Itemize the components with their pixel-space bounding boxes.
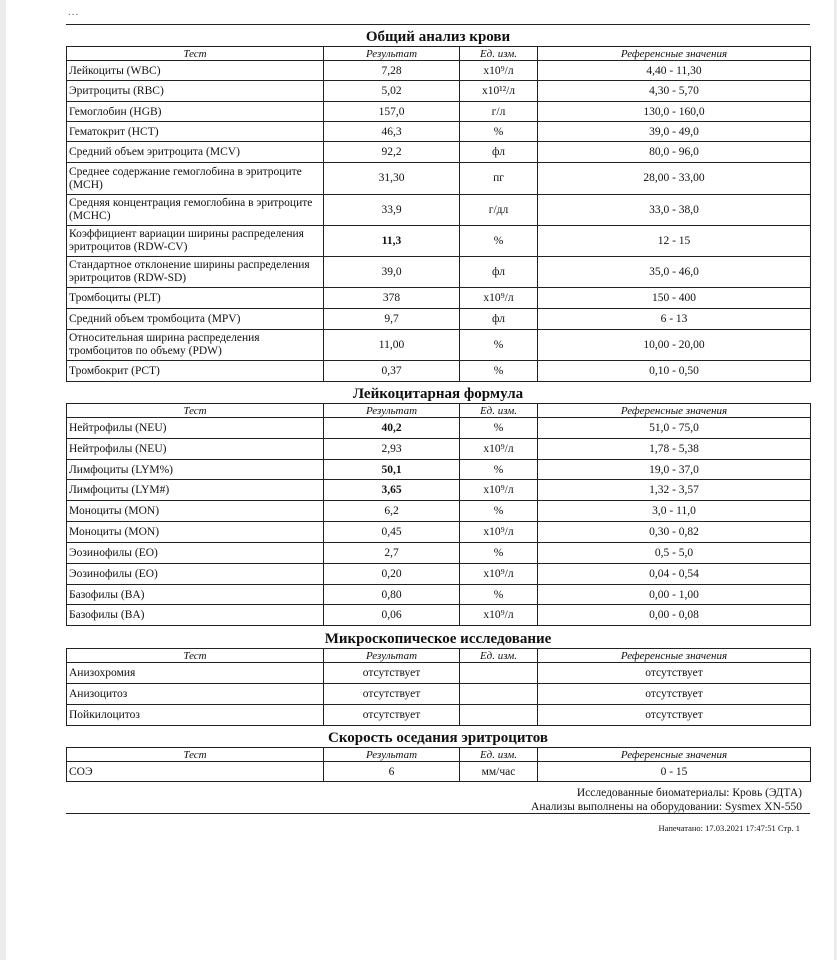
section-microscopy bbox=[66, 631, 810, 726]
cell-test: Лейкоциты (WBC) bbox=[67, 61, 324, 81]
column-header: Ед. изм. bbox=[460, 649, 538, 663]
cell-unit: x10⁹/л bbox=[460, 439, 538, 460]
cell-result: 31,30 bbox=[324, 163, 460, 195]
section-title: Скорость оседания эритроцитов bbox=[328, 730, 548, 746]
column-header: Результат bbox=[324, 649, 460, 663]
table-row bbox=[67, 163, 811, 195]
cell-unit bbox=[460, 684, 538, 705]
cell-unit: фл bbox=[460, 309, 538, 330]
results-table bbox=[66, 747, 811, 782]
cell-ref: 0,00 - 0,08 bbox=[538, 605, 811, 626]
section-title: Общий анализ крови bbox=[365, 29, 511, 45]
cell-result: 33,9 bbox=[324, 195, 460, 226]
column-header: Результат bbox=[324, 748, 460, 762]
table-row bbox=[67, 330, 811, 361]
cell-unit: % bbox=[460, 122, 538, 142]
cell-result: 0,20 bbox=[324, 564, 460, 585]
cell-result: 6,2 bbox=[324, 501, 460, 522]
cell-result: 0,06 bbox=[324, 605, 460, 626]
cell-test: Лимфоциты (LYM#) bbox=[67, 480, 324, 501]
table-row bbox=[67, 564, 811, 585]
cell-ref: отсутствует bbox=[538, 663, 811, 684]
cell-result: 157,0 bbox=[324, 102, 460, 122]
section-leukocyte-formula bbox=[66, 386, 810, 626]
cell-test: Базофилы (BA) bbox=[67, 585, 324, 605]
table-header-row bbox=[67, 748, 811, 762]
cell-result: отсутствует bbox=[324, 705, 460, 726]
cell-test: Стандартное отклонение ширины распределения эритроцитов (RDW-SD) bbox=[67, 257, 324, 288]
cell-result: 50,1 bbox=[324, 460, 460, 480]
table-row bbox=[67, 762, 811, 782]
cell-result: 7,28 bbox=[324, 61, 460, 81]
table-row bbox=[67, 226, 811, 257]
cell-ref: 35,0 - 46,0 bbox=[538, 257, 811, 288]
cell-unit: % bbox=[460, 226, 538, 257]
cell-test: Базофилы (BA) bbox=[67, 605, 324, 626]
table-row bbox=[67, 501, 811, 522]
cell-ref: отсутствует bbox=[538, 684, 811, 705]
cell-ref: 80,0 - 96,0 bbox=[538, 142, 811, 163]
cell-test: Относительная ширина распределения тромбоцитов по объему (PDW) bbox=[67, 330, 324, 361]
table-row bbox=[67, 684, 811, 705]
table-row bbox=[67, 605, 811, 626]
cell-test: Анизоцитоз bbox=[67, 684, 324, 705]
cell-test: Нейтрофилы (NEU) bbox=[67, 439, 324, 460]
cell-result: 2,7 bbox=[324, 543, 460, 564]
cell-unit: x10⁹/л bbox=[460, 605, 538, 626]
cell-ref: 39,0 - 49,0 bbox=[538, 122, 811, 142]
cell-test: СОЭ bbox=[67, 762, 324, 782]
cell-test: Моноциты (MON) bbox=[67, 522, 324, 543]
bottom-rule bbox=[66, 813, 810, 814]
results-table bbox=[66, 46, 811, 382]
table-row bbox=[67, 439, 811, 460]
cell-test: Средняя концентрация гемоглобина в эритроците (MCHC) bbox=[67, 195, 324, 226]
column-header: Результат bbox=[324, 47, 460, 61]
cell-result: отсутствует bbox=[324, 684, 460, 705]
cell-result: 39,0 bbox=[324, 257, 460, 288]
table-row bbox=[67, 663, 811, 684]
cell-test: Гематокрит (HCT) bbox=[67, 122, 324, 142]
table-row bbox=[67, 61, 811, 81]
section-title: Микроскопическое исследование bbox=[324, 631, 552, 647]
cell-ref: 0,00 - 1,00 bbox=[538, 585, 811, 605]
column-header: Ед. изм. bbox=[460, 47, 538, 61]
column-header: Ед. изм. bbox=[460, 404, 538, 418]
cell-unit: % bbox=[460, 585, 538, 605]
cell-test: Пойкилоцитоз bbox=[67, 705, 324, 726]
cell-unit: % bbox=[460, 361, 538, 382]
table-row bbox=[67, 309, 811, 330]
column-header: Тест bbox=[67, 47, 324, 61]
cell-test: Моноциты (MON) bbox=[67, 501, 324, 522]
cell-test: Коэффициент вариации ширины распределения эритроцитов (RDW-CV) bbox=[67, 226, 324, 257]
cell-ref: 51,0 - 75,0 bbox=[538, 418, 811, 439]
table-row bbox=[67, 418, 811, 439]
table-row bbox=[67, 142, 811, 163]
cell-ref: 150 - 400 bbox=[538, 288, 811, 309]
cell-unit: x10¹²/л bbox=[460, 81, 538, 102]
cell-unit: x10⁹/л bbox=[460, 480, 538, 501]
cell-test: Эозинофилы (EO) bbox=[67, 564, 324, 585]
printed-timestamp: Напечатано: 17.03.2021 17:47:51 Стр. 1 bbox=[658, 823, 800, 833]
cell-test: Среднее содержание гемоглобина в эритроците (MCH) bbox=[67, 163, 324, 195]
cell-unit: г/л bbox=[460, 102, 538, 122]
cell-ref: 19,0 - 37,0 bbox=[538, 460, 811, 480]
cell-unit bbox=[460, 663, 538, 684]
cell-ref: 1,32 - 3,57 bbox=[538, 480, 811, 501]
section-title: Лейкоцитарная формула bbox=[352, 386, 524, 402]
cell-test: Лимфоциты (LYM%) bbox=[67, 460, 324, 480]
cell-ref: 0 - 15 bbox=[538, 762, 811, 782]
column-header: Тест bbox=[67, 748, 324, 762]
cell-test: Анизохромия bbox=[67, 663, 324, 684]
cell-test: Тромбокрит (PCT) bbox=[67, 361, 324, 382]
cell-result: отсутствует bbox=[324, 663, 460, 684]
cell-ref: 0,10 - 0,50 bbox=[538, 361, 811, 382]
cell-result: 6 bbox=[324, 762, 460, 782]
cell-unit: % bbox=[460, 543, 538, 564]
column-header: Тест bbox=[67, 649, 324, 663]
results-table bbox=[66, 648, 811, 726]
table-row bbox=[67, 195, 811, 226]
cell-unit bbox=[460, 705, 538, 726]
cell-unit: пг bbox=[460, 163, 538, 195]
cut-off-header-text: ... bbox=[68, 6, 80, 18]
cell-ref: 0,30 - 0,82 bbox=[538, 522, 811, 543]
table-row bbox=[67, 102, 811, 122]
cell-unit: % bbox=[460, 330, 538, 361]
cell-ref: 130,0 - 160,0 bbox=[538, 102, 811, 122]
table-header-row bbox=[67, 47, 811, 61]
column-header: Результат bbox=[324, 404, 460, 418]
cell-unit: x10⁹/л bbox=[460, 61, 538, 81]
table-header-row bbox=[67, 649, 811, 663]
section-cbc bbox=[66, 29, 810, 382]
cell-ref: 12 - 15 bbox=[538, 226, 811, 257]
cell-unit: % bbox=[460, 460, 538, 480]
results-table bbox=[66, 403, 811, 626]
column-header: Референсные значения bbox=[538, 649, 811, 663]
table-row bbox=[67, 361, 811, 382]
cell-test: Гемоглобин (HGB) bbox=[67, 102, 324, 122]
cell-result: 40,2 bbox=[324, 418, 460, 439]
cell-ref: 4,30 - 5,70 bbox=[538, 81, 811, 102]
column-header: Референсные значения bbox=[538, 748, 811, 762]
cell-test: Нейтрофилы (NEU) bbox=[67, 418, 324, 439]
column-header: Ед. изм. bbox=[460, 748, 538, 762]
cell-result: 46,3 bbox=[324, 122, 460, 142]
table-row bbox=[67, 288, 811, 309]
cell-unit: г/дл bbox=[460, 195, 538, 226]
cell-unit: фл bbox=[460, 142, 538, 163]
table-row bbox=[67, 257, 811, 288]
cell-unit: % bbox=[460, 501, 538, 522]
cell-unit: фл bbox=[460, 257, 538, 288]
biomaterial-note: Исследованные биоматериалы: Кровь (ЭДТА) bbox=[576, 787, 802, 799]
cell-test: Эозинофилы (EO) bbox=[67, 543, 324, 564]
cell-result: 9,7 bbox=[324, 309, 460, 330]
cell-result: 0,45 bbox=[324, 522, 460, 543]
cell-ref: 4,40 - 11,30 bbox=[538, 61, 811, 81]
column-header: Тест bbox=[67, 404, 324, 418]
table-row bbox=[67, 705, 811, 726]
table-row bbox=[67, 480, 811, 501]
table-row bbox=[67, 122, 811, 142]
section-esr bbox=[66, 730, 810, 782]
cell-test: Тромбоциты (PLT) bbox=[67, 288, 324, 309]
cell-test: Эритроциты (RBC) bbox=[67, 81, 324, 102]
cell-result: 2,93 bbox=[324, 439, 460, 460]
cell-ref: 0,04 - 0,54 bbox=[538, 564, 811, 585]
cell-ref: 10,00 - 20,00 bbox=[538, 330, 811, 361]
report-page bbox=[6, 0, 834, 960]
cell-ref: 3,0 - 11,0 bbox=[538, 501, 811, 522]
table-row bbox=[67, 81, 811, 102]
cell-unit: x10⁹/л bbox=[460, 564, 538, 585]
cell-result: 0,37 bbox=[324, 361, 460, 382]
table-row bbox=[67, 543, 811, 564]
column-header: Референсные значения bbox=[538, 47, 811, 61]
cell-ref: 1,78 - 5,38 bbox=[538, 439, 811, 460]
cell-result: 11,3 bbox=[324, 226, 460, 257]
cell-unit: x10⁹/л bbox=[460, 522, 538, 543]
table-row bbox=[67, 522, 811, 543]
cell-test: Средний объем эритроцита (MCV) bbox=[67, 142, 324, 163]
table-header-row bbox=[67, 404, 811, 418]
cell-result: 92,2 bbox=[324, 142, 460, 163]
cell-result: 0,80 bbox=[324, 585, 460, 605]
cell-unit: мм/час bbox=[460, 762, 538, 782]
table-row bbox=[67, 585, 811, 605]
cell-unit: x10⁹/л bbox=[460, 288, 538, 309]
cell-ref: 6 - 13 bbox=[538, 309, 811, 330]
cell-unit: % bbox=[460, 418, 538, 439]
cell-result: 378 bbox=[324, 288, 460, 309]
cell-result: 5,02 bbox=[324, 81, 460, 102]
table-row bbox=[67, 460, 811, 480]
cell-ref: 33,0 - 38,0 bbox=[538, 195, 811, 226]
column-header: Референсные значения bbox=[538, 404, 811, 418]
cell-ref: 0,5 - 5,0 bbox=[538, 543, 811, 564]
cell-test: Средний объем тромбоцита (MPV) bbox=[67, 309, 324, 330]
equipment-note: Анализы выполнены на оборудовании: Sysmex XN-550 bbox=[531, 801, 802, 813]
top-rule bbox=[66, 24, 810, 25]
cell-result: 11,00 bbox=[324, 330, 460, 361]
cell-ref: 28,00 - 33,00 bbox=[538, 163, 811, 195]
cell-result: 3,65 bbox=[324, 480, 460, 501]
cell-ref: отсутствует bbox=[538, 705, 811, 726]
